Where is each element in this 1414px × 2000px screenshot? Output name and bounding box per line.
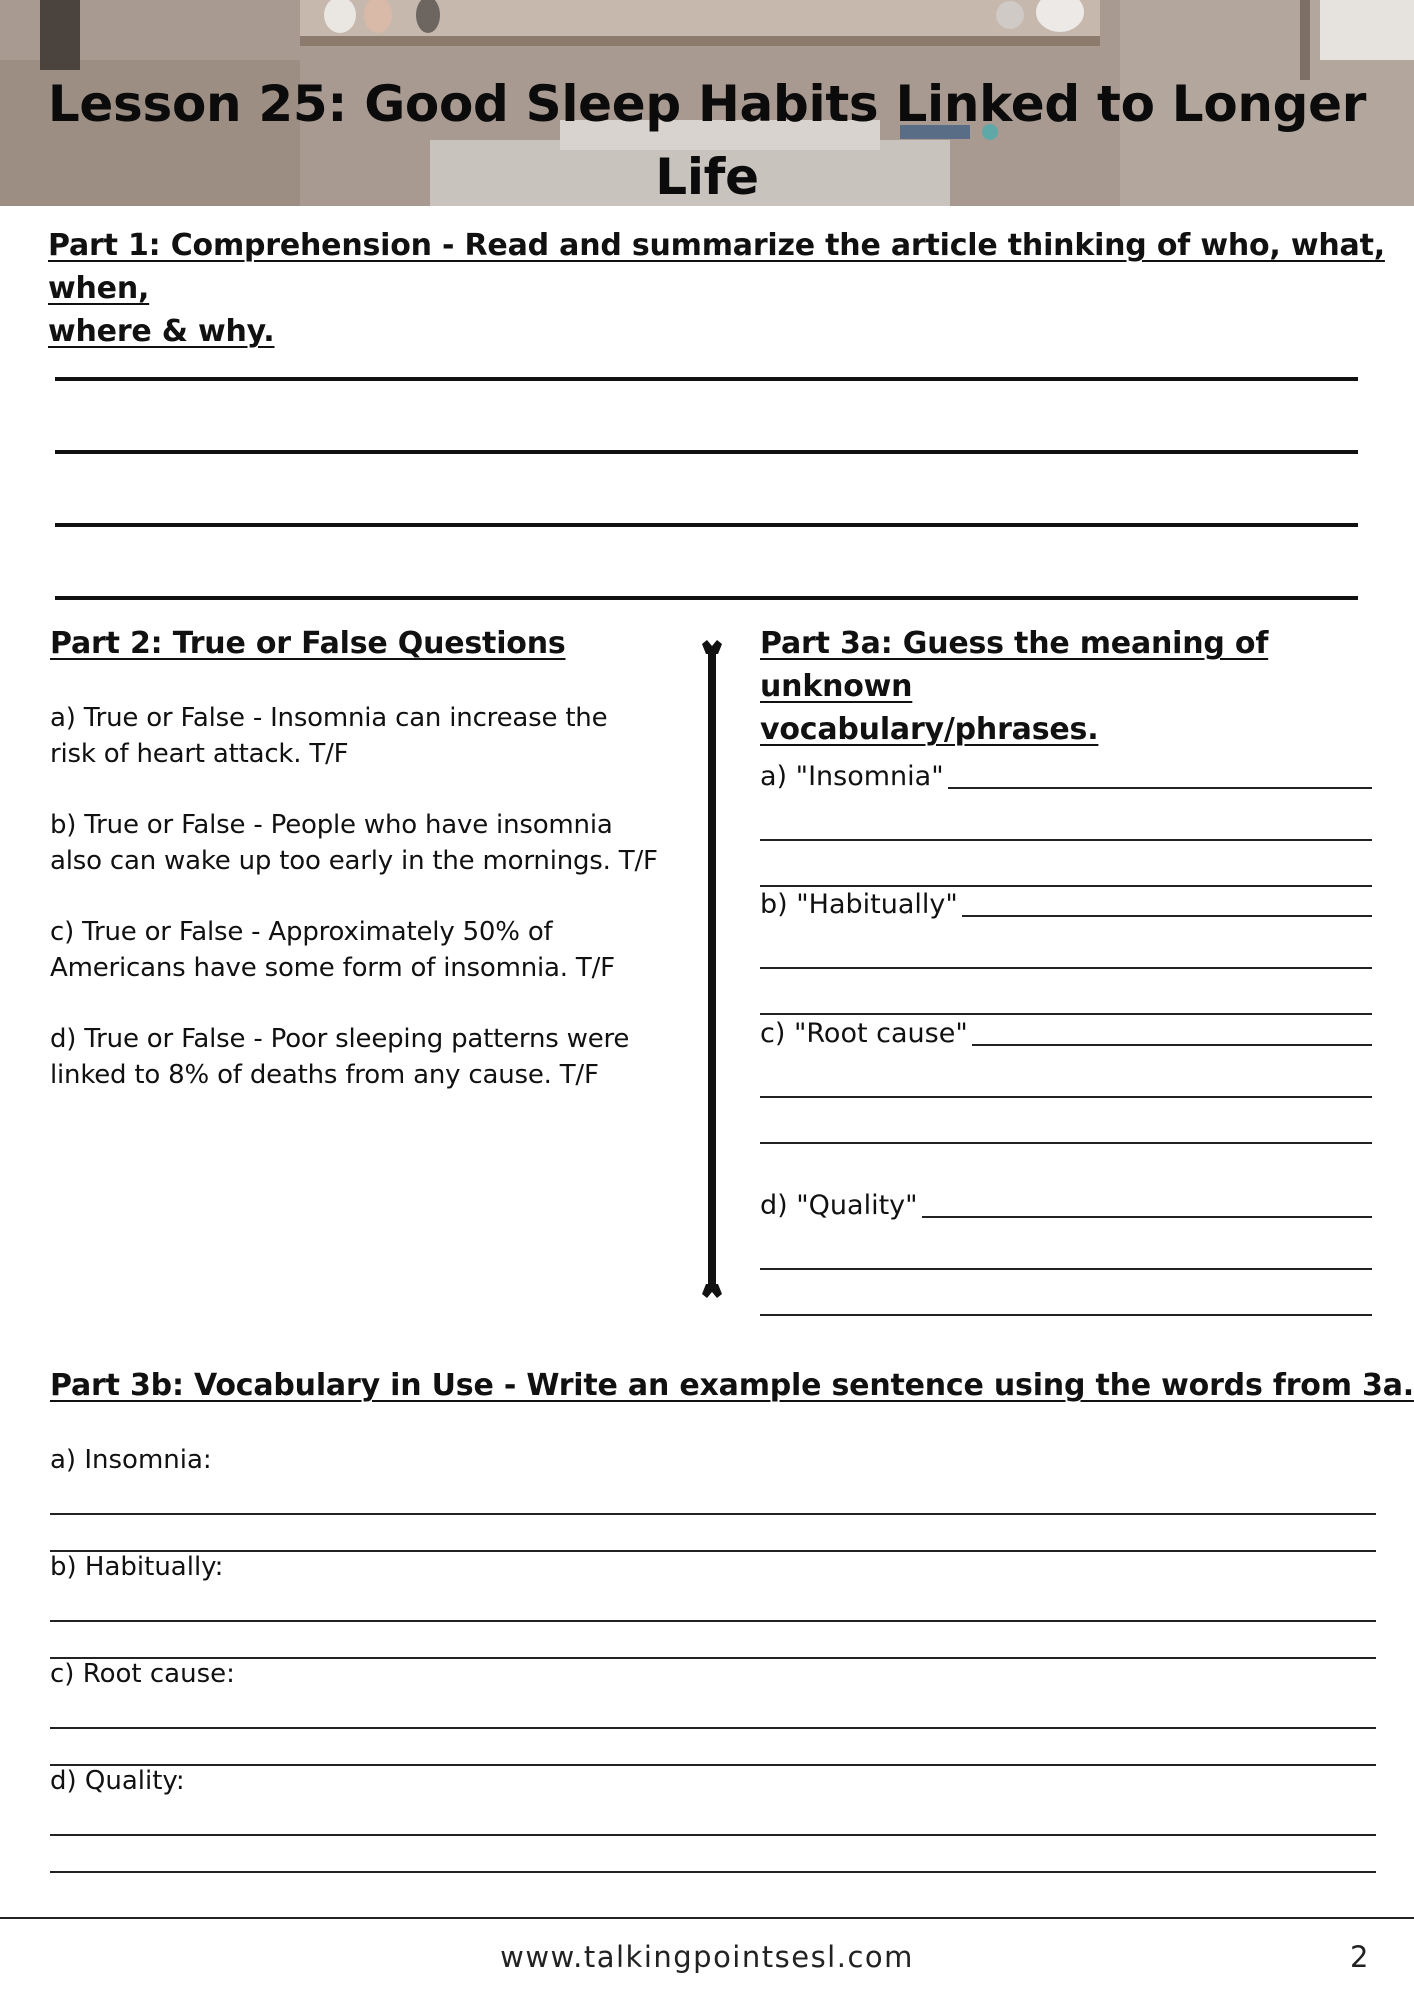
use-label-b: b) Habitually:	[50, 1552, 224, 1582]
tf-question-b-line-2: also can wake up too early in the mornings. T/F	[50, 846, 658, 876]
vocab-answer-line[interactable]	[760, 1224, 1372, 1270]
vocab-answer-line[interactable]	[760, 923, 1372, 969]
vocab-answer-line[interactable]	[972, 1044, 1372, 1046]
sentence-answer-line[interactable]	[50, 1729, 1376, 1766]
tf-question-c-line-2: Americans have some form of insomnia. T/F	[50, 953, 615, 983]
sentence-answer-line[interactable]	[50, 1799, 1376, 1836]
column-divider	[700, 638, 724, 1300]
header-banner	[0, 0, 1414, 206]
vocab-term-c: c) "Root cause"	[760, 1018, 968, 1049]
tf-question-d	[50, 1021, 629, 1093]
tf-question-c-line-1: c) True or False - Approximately 50% of	[50, 917, 553, 947]
tf-question-d-line-1: d) True or False - Poor sleeping patterns were	[50, 1024, 630, 1054]
sentence-answer-line[interactable]	[50, 1478, 1376, 1515]
part1-answer-line[interactable]	[55, 596, 1358, 600]
sentence-answer-line[interactable]	[50, 1585, 1376, 1622]
vocab-term-a: a) "Insomnia"	[760, 761, 944, 792]
lesson-title-line-1: Lesson 25: Good Sleep Habits Linked to Longer Life	[47, 75, 1367, 206]
use-item-a	[50, 1442, 1376, 1552]
sentence-answer-line[interactable]	[50, 1692, 1376, 1729]
vocab-answer-line[interactable]	[760, 841, 1372, 887]
lesson-title	[0, 68, 1414, 206]
vocab-answer-line[interactable]	[962, 915, 1372, 917]
use-item-d	[50, 1763, 1376, 1873]
vocab-item-b	[760, 887, 1372, 1015]
use-label-a: a) Insomnia:	[50, 1445, 212, 1475]
vocab-item-a	[760, 759, 1372, 887]
sentence-answer-line[interactable]	[50, 1622, 1376, 1659]
part1-heading	[48, 224, 1388, 353]
tf-question-a	[50, 700, 607, 772]
vocab-item-c	[760, 1016, 1372, 1144]
vocab-answer-line[interactable]	[760, 795, 1372, 841]
tf-question-d-line-2: linked to 8% of deaths from any cause. T/F	[50, 1060, 599, 1090]
tf-question-b-line-1: b) True or False - People who have insomnia	[50, 810, 613, 840]
sentence-answer-line[interactable]	[50, 1515, 1376, 1552]
part1-answer-line[interactable]	[55, 450, 1358, 454]
tf-question-a-line-2: risk of heart attack. T/F	[50, 739, 349, 769]
part3b-heading: Part 3b: Vocabulary in Use - Write an example sentence using the words from 3a.	[50, 1368, 1414, 1403]
part1-answer-line[interactable]	[55, 377, 1358, 381]
vocab-term-d: d) "Quality"	[760, 1190, 918, 1221]
part1-heading-line-2: where & why.	[48, 314, 275, 349]
footer-website[interactable]: www.talkingpointsesl.com	[500, 1940, 914, 1974]
vocab-answer-line[interactable]	[922, 1216, 1372, 1218]
part1-heading-line-1: Part 1: Comprehension - Read and summarize the article thinking of who, what, when,	[48, 228, 1385, 306]
use-label-d: d) Quality:	[50, 1766, 185, 1796]
part3a-heading-line-2: vocabulary/phrases.	[760, 712, 1099, 747]
vocab-answer-line[interactable]	[760, 1270, 1372, 1316]
vocab-answer-line[interactable]	[948, 787, 1372, 789]
tf-question-c	[50, 914, 615, 986]
part3a-heading	[760, 622, 1414, 751]
tf-question-b	[50, 807, 658, 879]
vocab-item-d	[760, 1188, 1372, 1316]
vocab-answer-line[interactable]	[760, 969, 1372, 1015]
part1-answer-line[interactable]	[55, 523, 1358, 527]
part3a-heading-line-1: Part 3a: Guess the meaning of unknown	[760, 626, 1269, 704]
use-label-c: c) Root cause:	[50, 1659, 235, 1689]
page-number: 2	[1350, 1940, 1369, 1974]
sentence-answer-line[interactable]	[50, 1836, 1376, 1873]
tf-question-a-line-1: a) True or False - Insomnia can increase the	[50, 703, 608, 733]
part2-heading: Part 2: True or False Questions	[50, 626, 566, 661]
use-item-c	[50, 1656, 1376, 1766]
vocab-term-b: b) "Habitually"	[760, 889, 958, 920]
vocab-answer-line[interactable]	[760, 1052, 1372, 1098]
vocab-answer-line[interactable]	[760, 1098, 1372, 1144]
use-item-b	[50, 1549, 1376, 1659]
footer-divider	[0, 1917, 1414, 1919]
